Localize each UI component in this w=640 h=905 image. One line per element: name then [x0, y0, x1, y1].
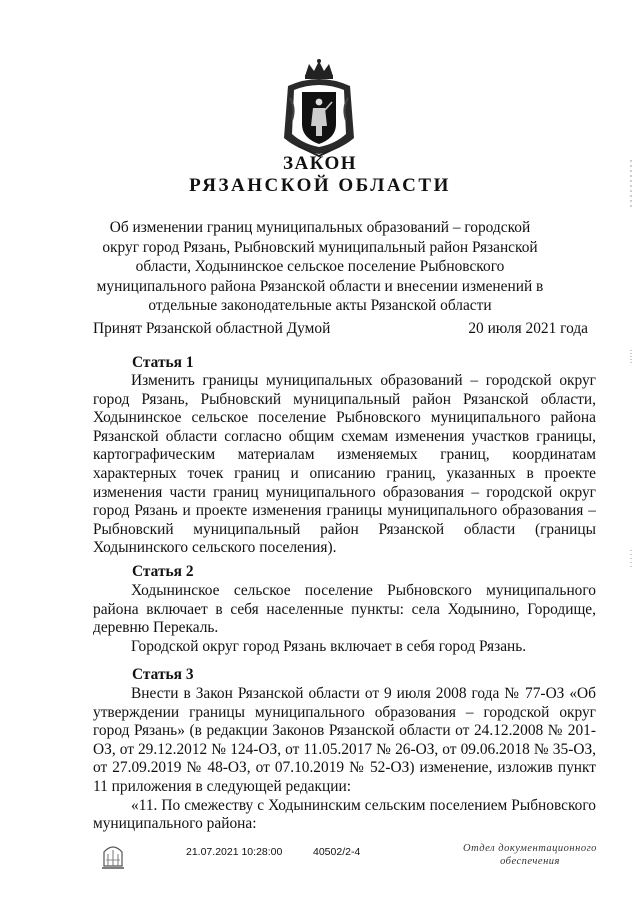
coat-of-arms-emblem [280, 58, 358, 158]
footer-doc-number: 40502/2-4 [313, 846, 361, 858]
article-3-body [93, 685, 596, 834]
law-region-title: РЯЗАНСКОЙ ОБЛАСТИ [189, 175, 451, 196]
article-1-heading: Статья 1 [132, 354, 194, 371]
article-2-body [93, 582, 596, 656]
article-paragraph: Внести в Закон Рязанской области от 9 июля 2008 года № 77-ОЗ «Об утверждении границы муниципального образования – городской округ город Рязань» (в редакции Законов Рязанской области от 24.12.2008 № 201-ОЗ, от 29.12.2012 № 124-ОЗ, от 11.05.2017 № 26-ОЗ, от 09.06.2018 № 35-ОЗ, от 27.09.2019 № 48-ОЗ, от 07.10.2019 № 52-ОЗ) изменение, изложив пункт 11 приложения в следующей редакции: [93, 685, 596, 795]
article-paragraph: «11. По смежеству с Ходынинским сельским поселением Рыбновского муниципального района: [93, 796, 596, 833]
stamp-line: Отдел документационного [463, 843, 597, 854]
adoption-date: 20 июля 2021 года [468, 320, 588, 337]
law-title: ЗАКОН [282, 153, 358, 174]
stamp-line: обеспечения [500, 856, 560, 867]
department-stamp [455, 842, 605, 868]
article-paragraph: Ходынинское сельское поселение Рыбновского муниципального района включает в себя населенные пункты: села Ходынино, Городище, деревню Перекаль. [93, 582, 596, 637]
law-subject: Об изменении границ муниципальных образований – городской округ город Рязань, Рыбновский муниципальный район Рязанской области, Ходынинское сельское поселение Рыбновского муниципального района Рязанской области и внесении изменений в отдельные законодательные акты Рязанской области [96, 219, 544, 314]
article-1-body [93, 372, 596, 558]
article-paragraph: Изменить границы муниципальных образований – городской округ город Рязань, Рыбновский муниципальный район Рязанской области, Ходынинское сельское поселение Рыбновского муниципального района Рязанской области согласно общим схемам изменения участков границы, картографическим материалам изменяемых границ, координатам характерных точек границ и описанию границ, указанных в проекте изменения части границ муниципального образования – городской округ город Рязань и проекте изменения границы муниципального образования – Рыбновский муниципальный район Рязанской области (границы Ходынинского сельского поселения). [93, 372, 596, 557]
adopted-by: Принят Рязанской областной Думой [93, 320, 331, 337]
archive-logo-icon [100, 838, 126, 870]
article-3-heading: Статья 3 [132, 666, 194, 683]
footer-datetime: 21.07.2021 10:28:00 [186, 846, 283, 858]
scan-edge-marks [628, 150, 634, 570]
article-paragraph: Городской округ город Рязань включает в себя город Рязань. [131, 637, 527, 655]
article-2-heading: Статья 2 [132, 563, 194, 580]
